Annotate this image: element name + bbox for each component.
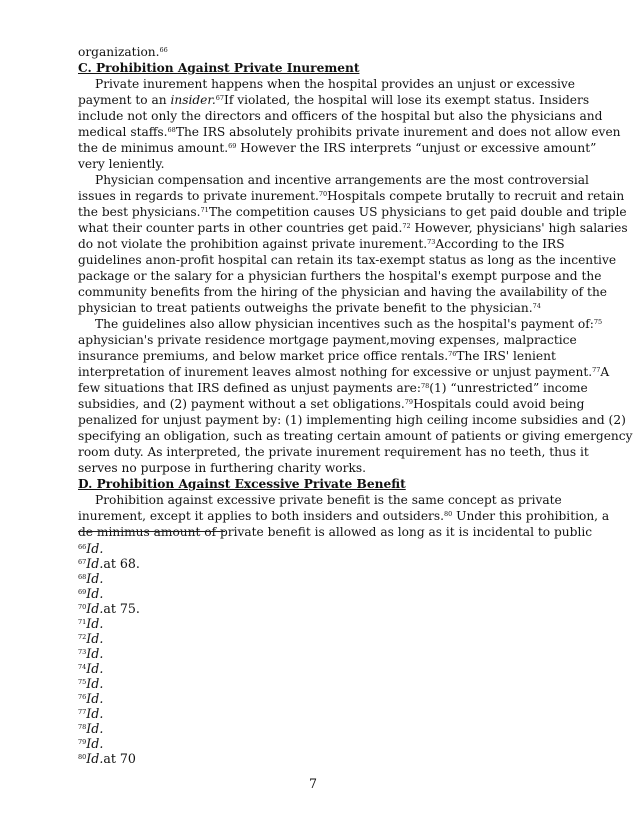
footnote: $^{76}$Id. bbox=[78, 691, 104, 706]
footnote: $^{73}$Id. bbox=[78, 646, 104, 661]
section-heading-c: C. Prohibition Against Private Inurement bbox=[78, 61, 360, 75]
body-line: Physician compensation and incentive arrangements are the most controversial bbox=[95, 173, 589, 187]
body-line: payment to an insider.$^{67}$If violated, the hospital will lose its exempt status. Insiders bbox=[78, 93, 590, 107]
body-line: very leniently. bbox=[78, 157, 165, 171]
body-line: serves no purpose in furthering charity works. bbox=[78, 461, 366, 475]
body-line: do not violate the prohibition against private inurement.$^{73}$According to the IRS bbox=[78, 237, 565, 251]
body-line: include not only the directors and officers of the hospital but also the physicians and bbox=[78, 109, 603, 123]
body-line: physician to treat patients outweighs the private benefit to the physician.$^{74}$ bbox=[78, 301, 541, 315]
footnote: $^{70}$Id.at 75. bbox=[78, 601, 140, 616]
body-line: penalized for unjust payment by: (1) implementing high ceiling income subsidies and (2) bbox=[78, 413, 626, 427]
body-line: community benefits from the hiring of the physician and having the availability of the bbox=[78, 285, 608, 299]
footnote: $^{66}$Id. bbox=[78, 541, 104, 556]
footnote: $^{80}$Id.at 70 bbox=[78, 751, 136, 766]
section-heading-d: D. Prohibition Against Excessive Private Benefit bbox=[78, 477, 406, 491]
body-line: the best physicians.$^{71}$The competition causes US physicians to get paid double and triple bbox=[78, 205, 627, 219]
body-line: inurement, except it applies to both insiders and outsiders.$^{80}$ Under this prohibition, a bbox=[78, 509, 610, 523]
body-line: interpretation of inurement leaves almost nothing for excessive or unjust payment.$^{77}$A bbox=[78, 365, 610, 379]
body-line: medical staffs.$^{68}$The IRS absolutely prohibits private inurement and does not allow even bbox=[78, 125, 621, 139]
body-line: guidelines anon-profit hospital can retain its tax-exempt status as long as the incentive bbox=[78, 253, 617, 267]
footnote: $^{69}$Id. bbox=[78, 586, 104, 601]
footnote: $^{77}$Id. bbox=[78, 706, 104, 721]
body-line: package or the salary for a physician furthers the hospital's exempt purpose and the bbox=[78, 269, 602, 283]
footnote: $^{79}$Id. bbox=[78, 736, 104, 751]
footnote: $^{67}$Id.at 68. bbox=[78, 556, 140, 571]
body-line: subsidies, and (2) payment without a set obligations.$^{79}$Hospitals could avoid being bbox=[78, 397, 585, 411]
body-line: The guidelines also allow physician incentives such as the hospital's payment of:$^{75}$ bbox=[95, 317, 603, 331]
body-line: the de minimus amount.$^{69}$ However the IRS interprets “unjust or excessive amount” bbox=[78, 141, 597, 155]
footnote: $^{68}$Id. bbox=[78, 571, 104, 586]
body-line: organization.$^{66}$ bbox=[78, 45, 168, 59]
body-line: issues in regards to private inurement.$^{70}$Hospitals compete brutally to recruit and retain bbox=[78, 189, 625, 203]
body-line: de minimus amount of private benefit is allowed as long as it is incidental to public bbox=[78, 525, 593, 539]
body-line: specifying an obligation, such as treating certain amount of patients or giving emergency bbox=[78, 429, 633, 443]
footnote: $^{74}$Id. bbox=[78, 661, 104, 676]
footnote: $^{75}$Id. bbox=[78, 676, 104, 691]
footnote: $^{71}$Id. bbox=[78, 616, 104, 631]
footnote: $^{72}$Id. bbox=[78, 631, 104, 646]
body-line: room duty. As interpreted, the private inurement requirement has no teeth, thus it bbox=[78, 445, 589, 459]
body-line: insurance premiums, and below market price office rentals.$^{76}$The IRS' lenient bbox=[78, 349, 556, 363]
body-line: aphysician's private residence mortgage payment,moving expenses, malpractice bbox=[78, 333, 577, 347]
footnote-separator bbox=[78, 531, 225, 532]
footnote: $^{78}$Id. bbox=[78, 721, 104, 736]
body-line: Prohibition against excessive private benefit is the same concept as private bbox=[95, 493, 562, 507]
body-line: Private inurement happens when the hospital provides an unjust or excessive bbox=[95, 77, 576, 91]
body-line: what their counter parts in other countries get paid.$^{72}$ However, physicians' high salaries bbox=[78, 221, 628, 235]
body-line: few situations that IRS defined as unjust payments are:$^{78}$(1) “unrestricted” income bbox=[78, 381, 588, 395]
page-number: 7 bbox=[309, 776, 318, 791]
